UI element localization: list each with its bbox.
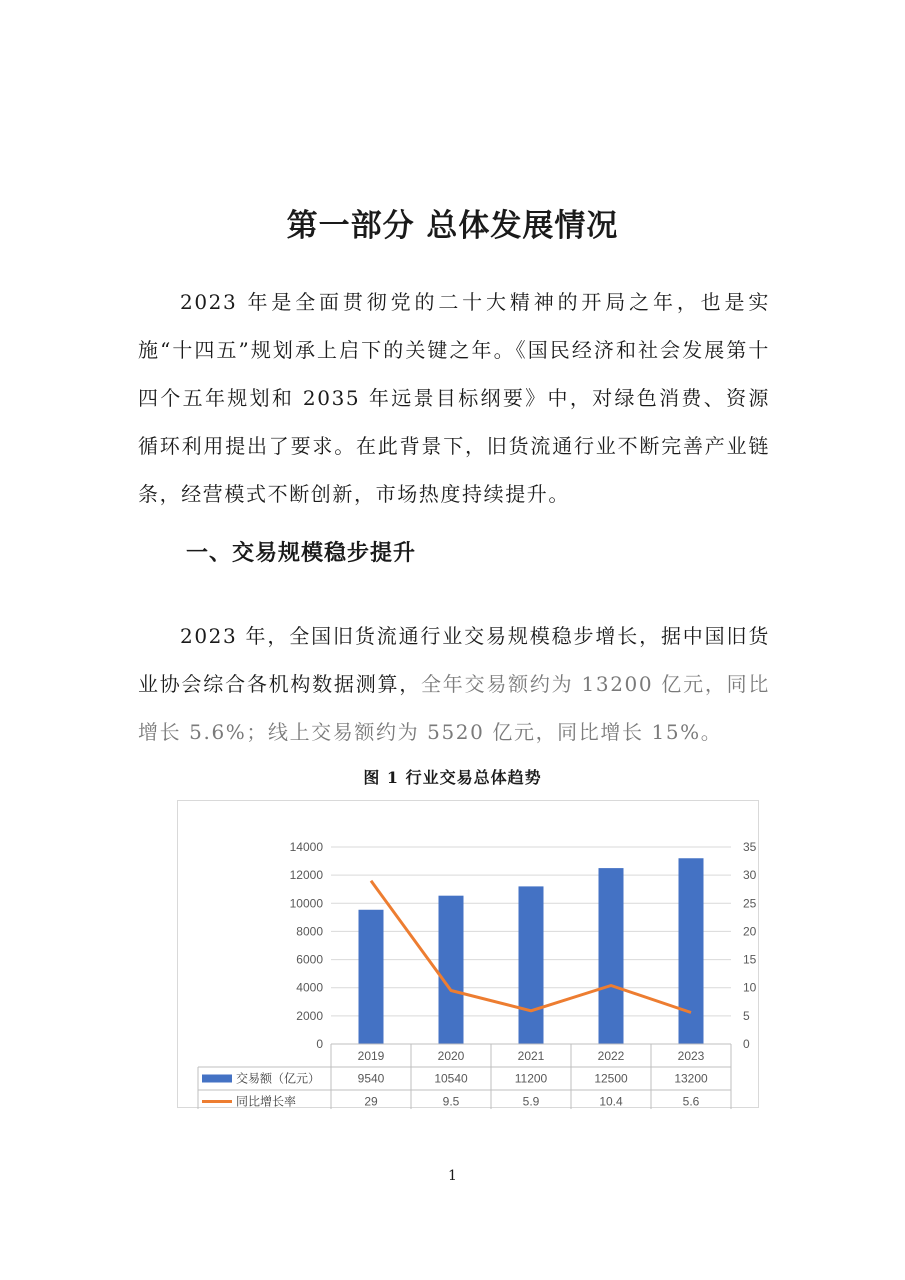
y-left-tick-label: 0 [316,1037,323,1051]
figure-caption: 图 1 行业交易总体趋势 [363,768,542,787]
data-table-value: 9540 [357,1071,385,1086]
y-right-tick-label: 5 [743,1008,750,1023]
y-left-tick-label: 4000 [296,980,323,995]
x-category-label: 2021 [517,1049,545,1063]
y-right-tick-label: 10 [743,980,757,995]
y-right-tick-label: 15 [743,952,757,967]
x-category-label: 2019 [357,1049,385,1063]
trend-chart [178,801,760,1109]
y-left-tick-label: 2000 [296,1008,323,1023]
data-table-value: 5.6 [682,1094,700,1109]
data-table-value: 9.5 [442,1094,460,1109]
x-category-label: 2022 [597,1049,625,1063]
x-category-label: 2020 [437,1049,465,1063]
intro-paragraph: 2023 年是全面贯彻党的二十大精神的开局之年，也是实施“十四五”规划承上启下的关键之年。《国民经济和社会发展第十四个五年规划和 2035 年远景目标纲要》中，对绿色消费、资源循环利用提出了要求。在此背景下，旧货流通行业不断完善产业链条，经营模式不断创新，市场热度持续提升。 [138,290,770,506]
bar [519,886,544,1044]
data-table-value: 10540 [434,1071,468,1086]
data-table-value: 13200 [674,1071,708,1086]
page-title: 第一部分 总体发展情况 [286,208,619,244]
bar [679,858,704,1044]
bar [359,910,384,1044]
x-category-label: 2023 [677,1049,705,1063]
section-paragraph-highlight: 全年交易额约为 13200 亿元，同比增长 5.6%；线上交易额约为 5520 亿元，同比增长 15%。 [138,672,770,744]
y-left-tick-label: 10000 [289,896,323,911]
section-paragraph-text: 2023 年，全国旧货流通行业交易规模稳步增长，据中国旧货业协会综合各机构数据测算， [138,624,770,696]
y-right-tick-label: 20 [743,924,757,939]
y-right-tick-label: 25 [743,896,757,911]
data-table-value: 5.9 [522,1094,540,1109]
legend-key-bars [202,1075,232,1083]
page-number: 1 [448,1168,457,1184]
chart-container [177,800,759,1108]
y-right-tick-label: 0 [743,1037,750,1051]
y-left-tick-label: 8000 [296,924,323,939]
y-right-tick-label: 35 [743,840,757,854]
bar [439,896,464,1044]
section-heading: 一、交易规模稳步提升 [186,541,417,566]
y-left-tick-label: 6000 [296,952,323,967]
y-left-tick-label: 12000 [289,868,323,883]
bar [599,868,624,1044]
y-left-tick-label: 14000 [289,840,323,854]
data-table-value: 11200 [514,1071,548,1086]
data-table-value: 29 [364,1094,378,1109]
section-paragraph [138,612,770,756]
data-table-value: 10.4 [599,1094,623,1109]
y-right-tick-label: 30 [743,868,757,883]
legend-series-label: 同比增长率 [236,1094,297,1109]
legend-series-label: 交易额（亿元） [236,1071,321,1086]
data-table-value: 12500 [594,1071,628,1086]
